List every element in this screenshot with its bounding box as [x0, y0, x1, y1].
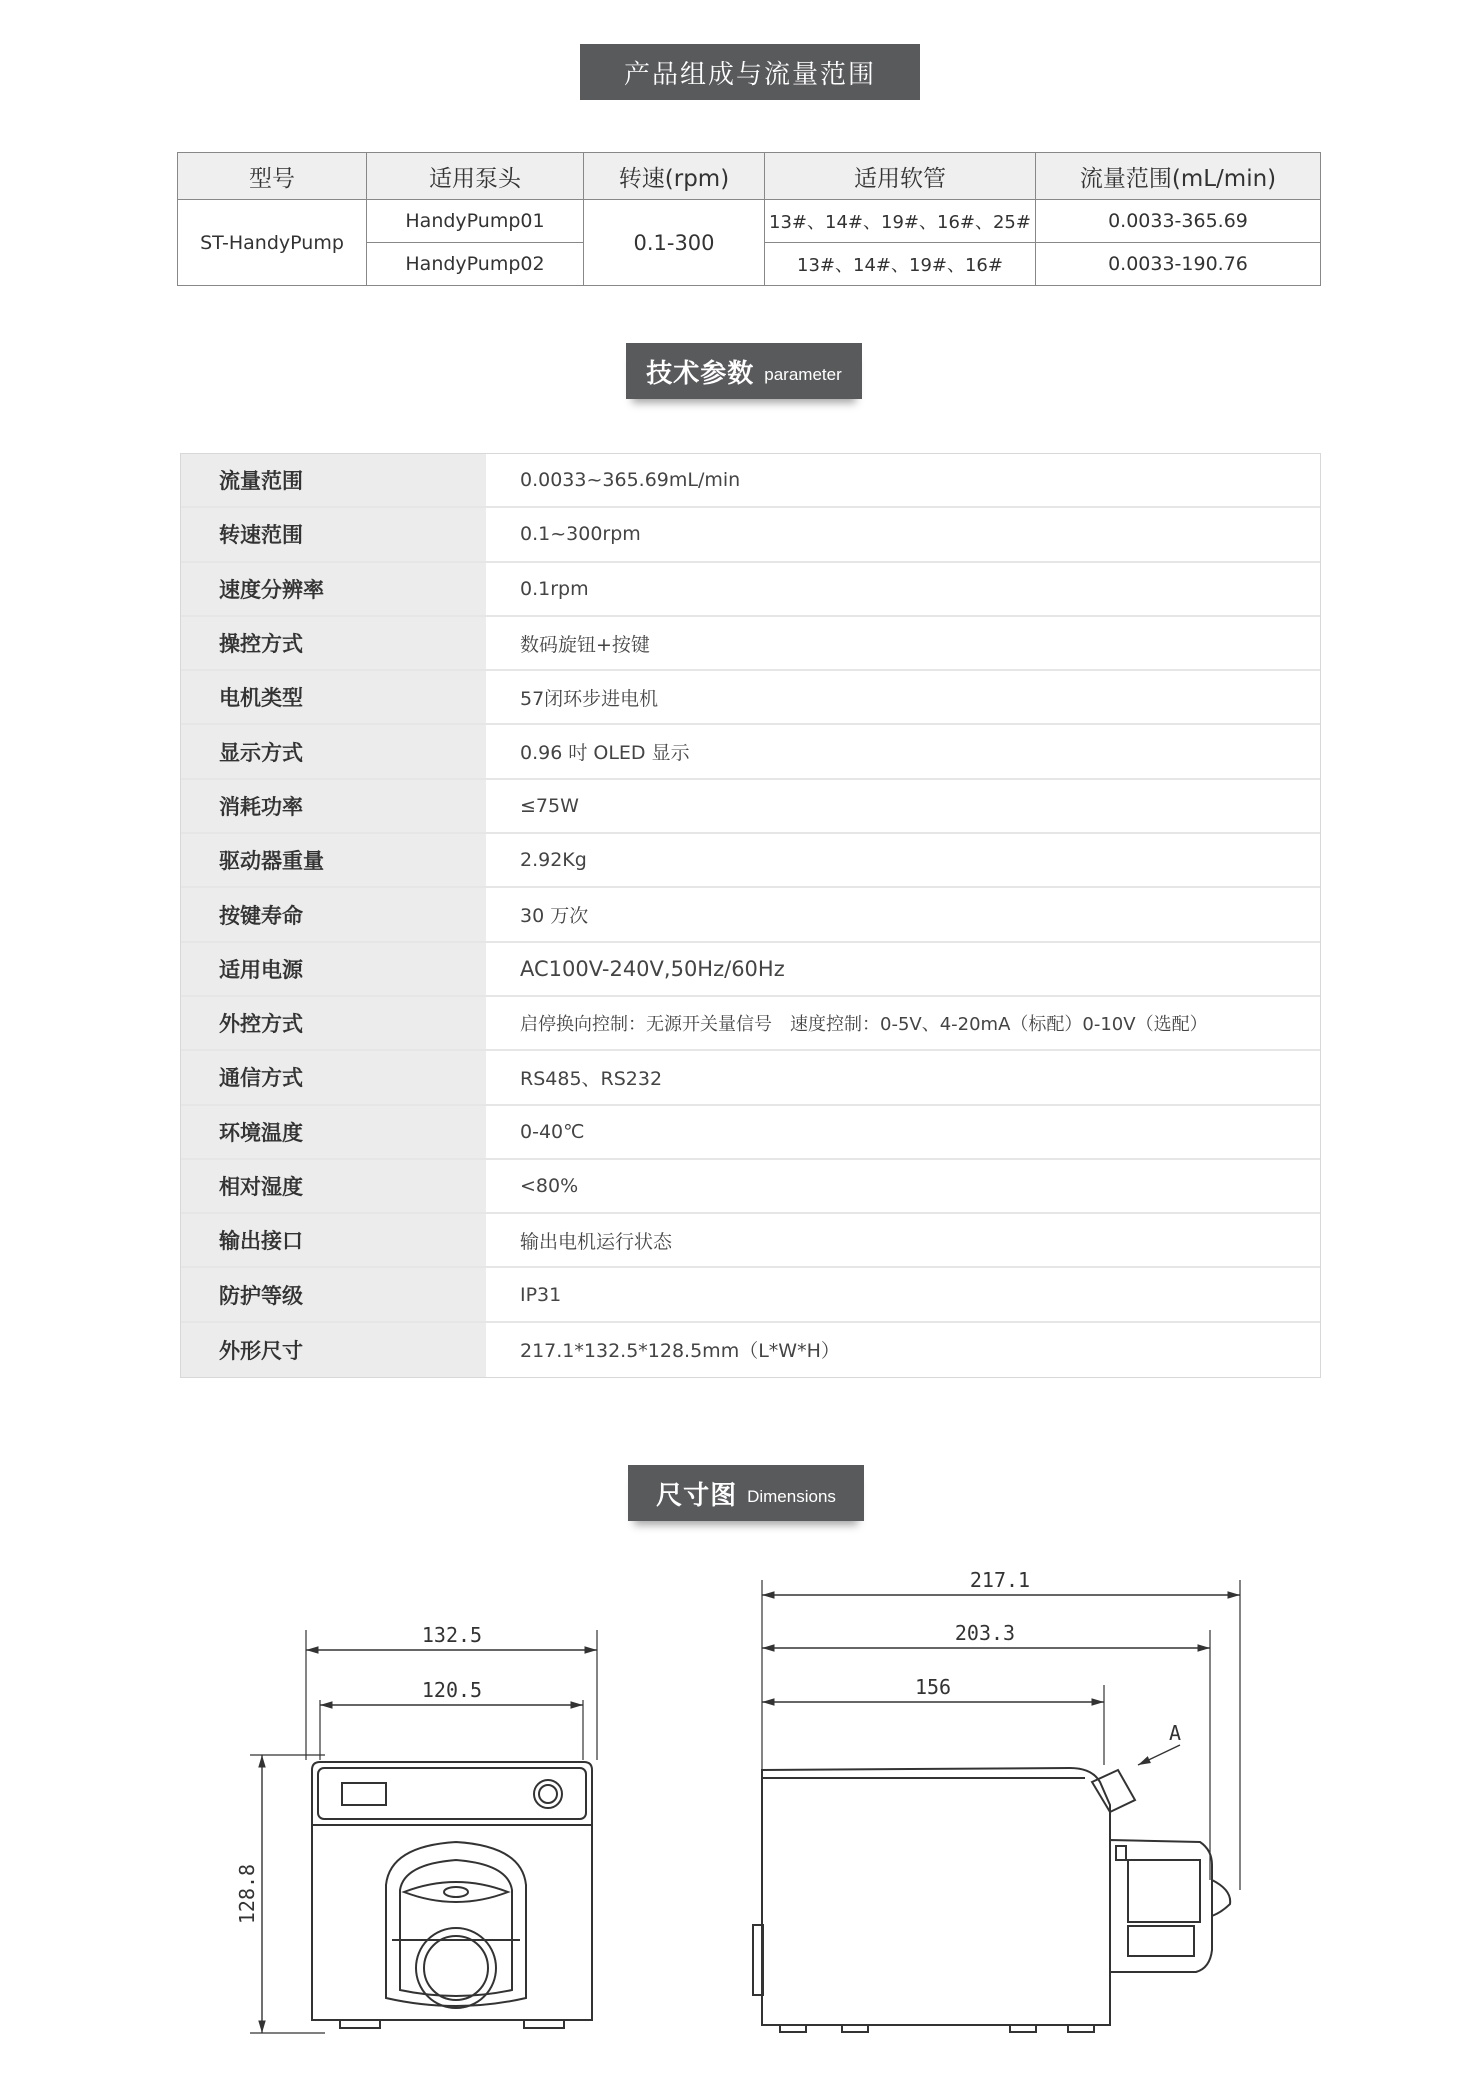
front-width-outer-label: 132.5	[421, 1623, 483, 1647]
param-key: 速度分辨率	[181, 563, 486, 615]
table-header-row	[178, 153, 1321, 200]
param-row	[181, 1268, 1320, 1322]
param-row	[181, 617, 1320, 671]
param-key: 流量范围	[181, 454, 486, 506]
param-row	[181, 671, 1320, 725]
param-row	[181, 1214, 1320, 1268]
header-flow-range: 流量范围(mL/min)	[1036, 153, 1321, 200]
section-banner-parameter	[626, 343, 862, 399]
side-length-mid-label: 203.3	[954, 1621, 1016, 1645]
param-key: 相对湿度	[181, 1160, 486, 1212]
section-subtitle-dimensions: Dimensions	[747, 1487, 836, 1506]
cell-flow: 0.0033-190.76	[1036, 243, 1321, 286]
param-key: 输出接口	[181, 1214, 486, 1266]
param-value: 30 万次	[486, 888, 1320, 940]
param-value: 2.92Kg	[486, 834, 1320, 886]
param-value: 输出电机运行状态	[486, 1214, 1320, 1266]
cell-pump-head: HandyPump02	[367, 243, 584, 286]
side-view-drawing	[753, 1580, 1240, 2032]
dimension-drawings	[0, 1520, 1484, 2090]
param-row	[181, 563, 1320, 617]
header-pump-head: 适用泵头	[367, 153, 584, 200]
section-title-parameter: 技术参数	[646, 358, 755, 389]
front-width-inner-label: 120.5	[421, 1678, 483, 1702]
param-key: 转速范围	[181, 508, 486, 560]
param-key: 适用电源	[181, 943, 486, 995]
param-key: 外形尺寸	[181, 1323, 486, 1377]
param-value: 数码旋钮+按键	[486, 617, 1320, 669]
param-row	[181, 725, 1320, 779]
section-banner-dimensions	[628, 1465, 864, 1521]
param-row	[181, 508, 1320, 562]
param-row	[181, 997, 1320, 1051]
param-value: 0.1rpm	[486, 563, 1320, 615]
parameters-table	[180, 453, 1321, 1378]
param-key: 环境温度	[181, 1106, 486, 1158]
param-value: 57闭环步进电机	[486, 671, 1320, 723]
header-tubing: 适用软管	[765, 153, 1036, 200]
param-value: AC100V-240V,50Hz/60Hz	[486, 943, 1320, 995]
param-row	[181, 943, 1320, 997]
param-key: 消耗功率	[181, 780, 486, 832]
param-row	[181, 454, 1320, 508]
table-row	[178, 200, 1321, 243]
side-length-body-label: 156	[914, 1675, 952, 1699]
param-value: ≤75W	[486, 780, 1320, 832]
cell-pump-head: HandyPump01	[367, 200, 584, 243]
param-key: 通信方式	[181, 1051, 486, 1103]
cell-speed: 0.1-300	[584, 200, 765, 286]
header-model: 型号	[178, 153, 367, 200]
param-row	[181, 1323, 1320, 1377]
param-key: 外控方式	[181, 997, 486, 1049]
header-speed: 转速(rpm)	[584, 153, 765, 200]
param-key: 操控方式	[181, 617, 486, 669]
param-value: <80%	[486, 1160, 1320, 1212]
param-value: 启停换向控制：无源开关量信号 速度控制：0-5V、4-20mA（标配）0-10V（选配）	[486, 997, 1320, 1049]
param-row	[181, 1051, 1320, 1105]
side-detail-label: A	[1168, 1721, 1182, 1745]
param-row	[181, 1106, 1320, 1160]
param-value: RS485、RS232	[486, 1051, 1320, 1103]
param-value: 0-40℃	[486, 1106, 1320, 1158]
cell-tubing: 13#、14#、19#、16#、25#	[765, 200, 1036, 243]
front-height-label: 128.8	[235, 1863, 259, 1925]
param-row	[181, 780, 1320, 834]
param-row	[181, 834, 1320, 888]
param-row	[181, 888, 1320, 942]
side-length-total-label: 217.1	[969, 1568, 1031, 1592]
param-key: 电机类型	[181, 671, 486, 723]
param-value: 0.96 吋 OLED 显示	[486, 725, 1320, 777]
section-title-dimensions: 尺寸图	[656, 1480, 738, 1511]
param-value: 217.1*132.5*128.5mm（L*W*H）	[486, 1323, 1320, 1377]
product-table	[177, 152, 1321, 286]
cell-tubing: 13#、14#、19#、16#	[765, 243, 1036, 286]
param-key: 显示方式	[181, 725, 486, 777]
param-key: 驱动器重量	[181, 834, 486, 886]
section-subtitle-parameter: parameter	[764, 365, 842, 384]
cell-flow: 0.0033-365.69	[1036, 200, 1321, 243]
param-value: 0.0033~365.69mL/min	[486, 454, 1320, 506]
param-value: IP31	[486, 1268, 1320, 1320]
param-row	[181, 1160, 1320, 1214]
param-key: 防护等级	[181, 1268, 486, 1320]
param-key: 按键寿命	[181, 888, 486, 940]
param-value: 0.1~300rpm	[486, 508, 1320, 560]
cell-model: ST-HandyPump	[178, 200, 367, 286]
section-title-product: 产品组成与流量范围	[580, 44, 920, 100]
